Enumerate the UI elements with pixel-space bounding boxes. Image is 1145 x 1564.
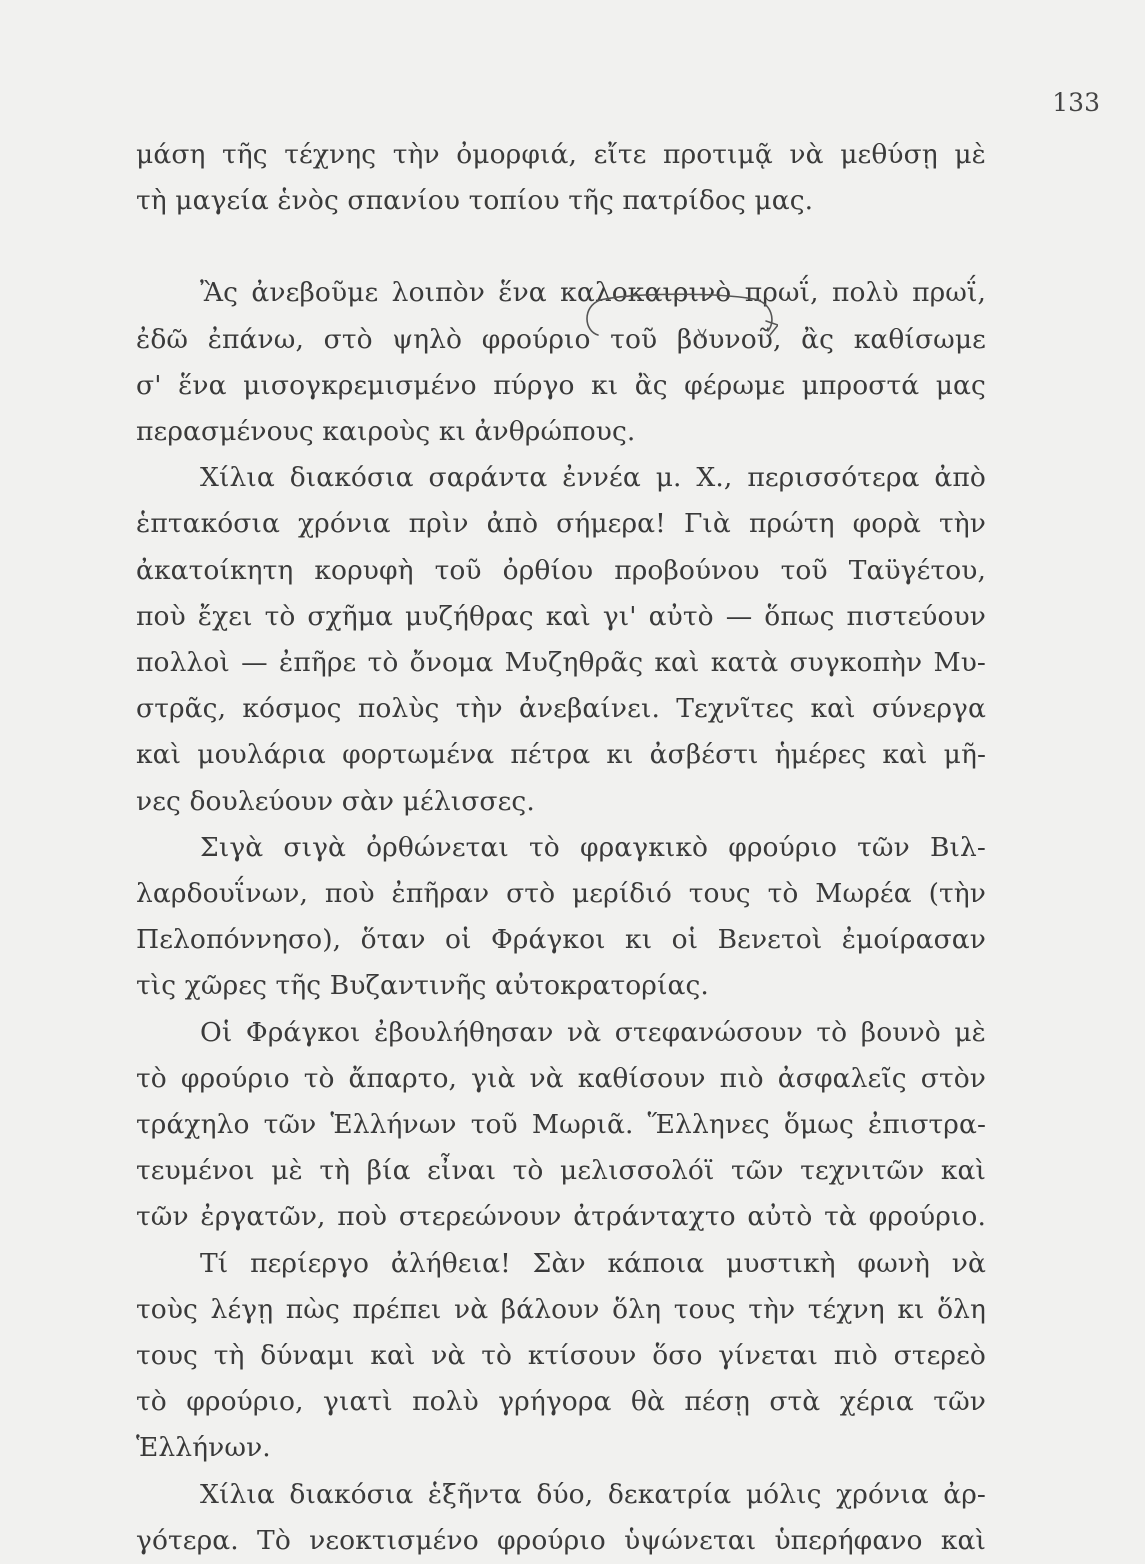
body-text bbox=[136, 132, 986, 1564]
text-line: Τί περίεργο ἀλήθεια! Σὰν κάποια μυστικὴ φωνὴ νὰ bbox=[200, 1247, 986, 1279]
paragraph bbox=[136, 1241, 986, 1472]
text-line: τοὺς λέγῃ πὼς πρέπει νὰ βάλουν ὅλη τους τὴν τέχνη κι ὅλη bbox=[136, 1293, 986, 1325]
text-line: Ἂς ἀνεβοῦμε λοιπὸν ἕνα καλοκαιρινὸ πρωΐ, πολὺ πρωΐ, bbox=[200, 277, 986, 309]
text-line: νες δουλεύουν σὰν μέλισσες. bbox=[136, 785, 535, 817]
text-line: Πελοπόννησο), ὅταν οἱ Φράγκοι κι οἱ Βενετοὶ ἐμοίρασαν bbox=[136, 924, 986, 956]
text-line: στρᾶς, κόσμος πολὺς τὴν ἀνεβαίνει. Τεχνῖτες καὶ σύνεργα bbox=[136, 693, 986, 725]
text-line: λαρδουΐνων, ποὺ ἐπῆραν στὸ μερίδιό τους τὸ Μωρέα (τὴν bbox=[136, 878, 986, 910]
text-line: μάση τῆς τέχνης τὴν ὀμορφιά, εἴτε προτιμᾷ νὰ μεθύσῃ μὲ bbox=[136, 139, 986, 170]
paragraph bbox=[136, 1010, 986, 1241]
paragraph bbox=[136, 455, 986, 825]
paragraph bbox=[136, 132, 986, 224]
text-line: σ' ἕνα μισογκρεμισμένο πύργο κι ἂς φέρωμε μπροστά μας bbox=[136, 369, 986, 401]
paragraph bbox=[136, 270, 986, 455]
text-line: τους τὴ δύναμι καὶ νὰ τὸ κτίσουν ὅσο γίνεται πιὸ στερεὸ bbox=[136, 1340, 986, 1372]
text-line: Χίλια διακόσια ἑξῆντα δύο, δεκατρία μόλις χρόνια ἀρ- bbox=[200, 1478, 986, 1510]
text-line: Σιγὰ σιγὰ ὀρθώνεται τὸ φραγκικὸ φρούριο τῶν Βιλ- bbox=[200, 831, 986, 863]
text-line: τὶς χῶρες τῆς Βυζαντινῆς αὐτοκρατορίας. bbox=[136, 970, 709, 1002]
text-line: τευμένοι μὲ τὴ βία εἶναι τὸ μελισσολόϊ τῶν τεχνιτῶν καὶ bbox=[136, 1155, 986, 1187]
text-line: Χίλια διακόσια σαράντα ἐννέα μ. Χ., περισσότερα ἀπὸ bbox=[200, 462, 986, 494]
text-line: πολλοὶ — ἐπῆρε τὸ ὄνομα Μυζηθρᾶς καὶ κατὰ συγκοπὴν Μυ- bbox=[136, 647, 986, 679]
text-line: ἀκατοίκητη κορυφὴ τοῦ ὀρθίου προβούνου τοῦ Ταϋγέτου, bbox=[136, 554, 986, 586]
text-line: τὸ φρούριο, γιατὶ πολὺ γρήγορα θὰ πέσῃ στὰ χέρια τῶν bbox=[136, 1386, 986, 1418]
text-line: ἐδῶ ἐπάνω, στὸ ψηλὸ φρούριο τοῦ βουνοῦ, ἂς καθίσωμε bbox=[136, 323, 986, 355]
text-line: Οἱ Φράγκοι ἐβουλήθησαν νὰ στεφανώσουν τὸ βουνὸ μὲ bbox=[200, 1016, 986, 1048]
text-line: τῶν ἐργατῶν, ποὺ στερεώνουν ἀτράνταχτο αὐτὸ τὰ φρούριο. bbox=[136, 1201, 986, 1233]
paragraph bbox=[136, 825, 986, 1010]
text-line: Ἑλλήνων. bbox=[136, 1432, 271, 1464]
text-line: τὸ φρούριο τὸ ἄπαρτο, γιὰ νὰ καθίσουν πιὸ ἀσφαλεῖς στὸν bbox=[136, 1062, 986, 1094]
text-line: ἑπτακόσια χρόνια πρὶν ἀπὸ σήμερα! Γιὰ πρώτη φορὰ τὴν bbox=[136, 508, 986, 540]
text-line: περασμένους καιροὺς κι ἀνθρώπους. bbox=[136, 416, 636, 448]
text-line: ποὺ ἔχει τὸ σχῆμα μυζήθρας καὶ γι' αὐτὸ — ὅπως πιστεύουν bbox=[136, 600, 986, 632]
text-line: τὴ μαγεία ἑνὸς σπανίου τοπίου τῆς πατρίδος μας. bbox=[136, 185, 814, 217]
paragraph bbox=[136, 1472, 986, 1564]
text-line: τράχηλο τῶν Ἑλλήνων τοῦ Μωριᾶ. Ἕλληνες ὅμως ἐπιστρα- bbox=[136, 1109, 986, 1141]
text-line: γότερα. Τὸ νεοκτισμένο φρούριο ὑψώνεται ὑπερήφανο καὶ bbox=[136, 1524, 986, 1556]
text-line: καὶ μουλάρια φορτωμένα πέτρα κι ἀσβέστι ἡμέρες καὶ μῆ- bbox=[136, 739, 986, 771]
